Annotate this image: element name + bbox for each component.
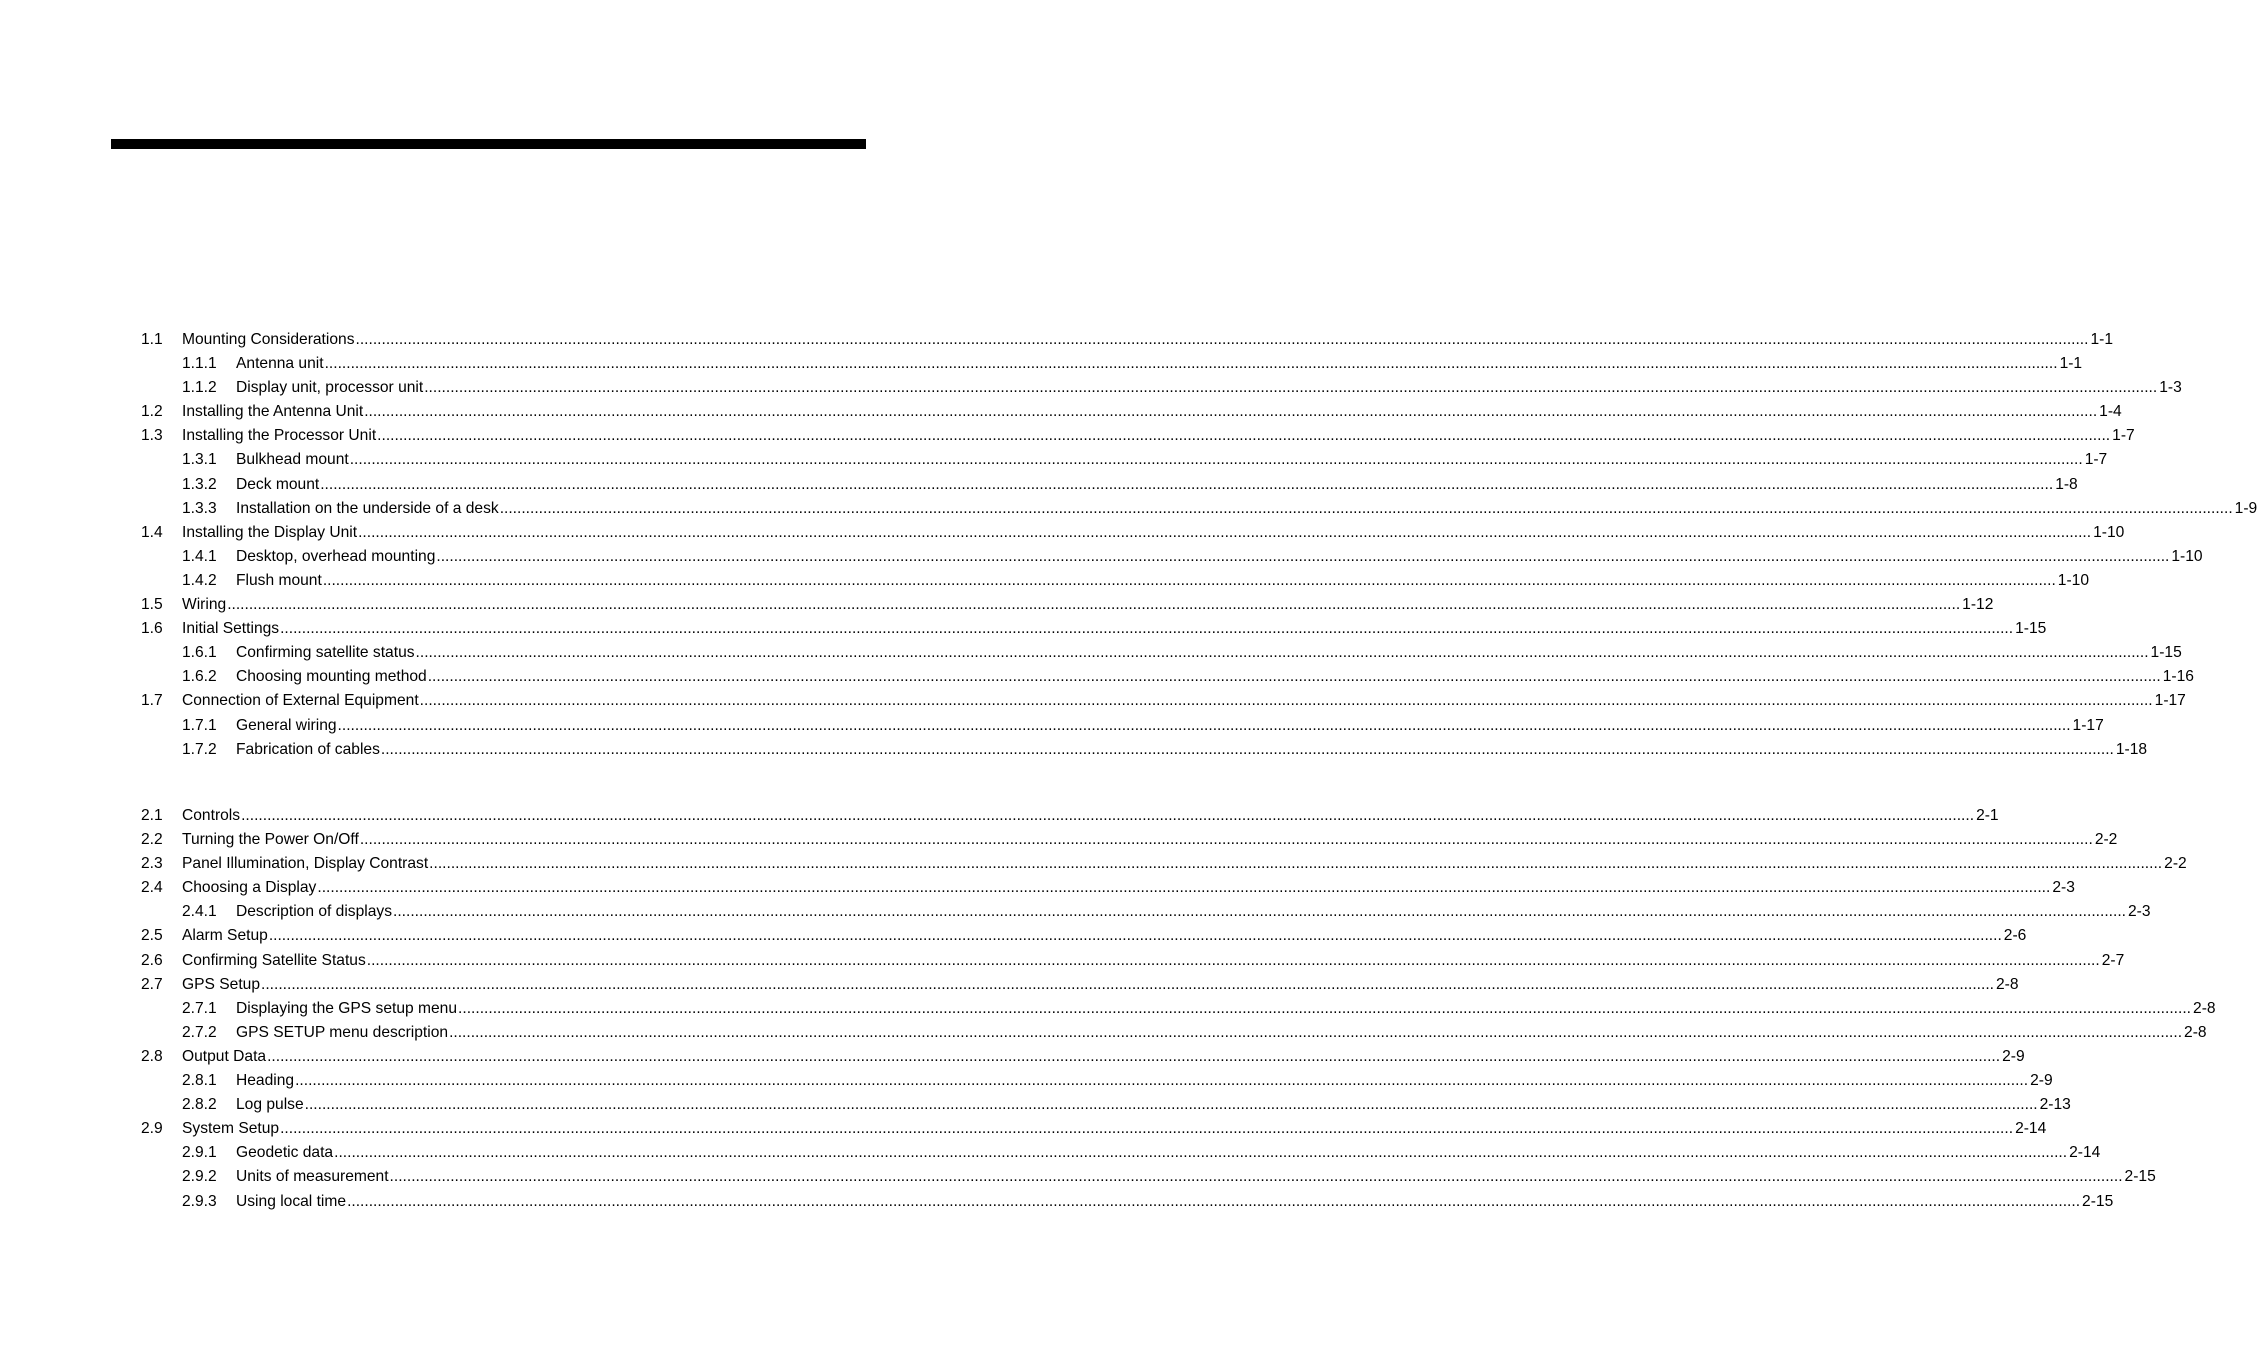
toc-entry-dot-leader: ................................................................................................................................................................................................................................................................................................................................................................................................................ (449, 1023, 2183, 1041)
toc-entry-page: 1-10 (2091, 521, 2124, 545)
toc-entry-dot-leader: ................................................................................................................................................................................................................................................................................................................................................................................................................ (347, 1192, 2081, 1210)
toc-entry-dot-leader: ................................................................................................................................................................................................................................................................................................................................................................................................................ (334, 1144, 2068, 1162)
toc-entry[interactable] (141, 997, 2216, 1021)
toc-entry-page: 2-6 (2002, 924, 2027, 948)
toc-entry-title: Mounting Considerations (182, 328, 356, 352)
toc-entry[interactable] (141, 900, 2151, 924)
toc-entry[interactable] (141, 352, 2083, 376)
toc-entry-number: 1.4 (141, 523, 163, 541)
toc-entry-number: 1.4.2 (182, 571, 217, 589)
toc-entry-title: Connection of External Equipment (182, 689, 420, 713)
toc-entry[interactable] (141, 1165, 2156, 1189)
toc-entry-page: 1-1 (2088, 328, 2113, 352)
toc-entry-page: 2-14 (2013, 1117, 2046, 1141)
toc-entry-number: 2.6 (141, 951, 163, 969)
toc-section-1 (141, 328, 2257, 762)
toc-entry-number: 2.8 (141, 1047, 163, 1065)
toc-entry[interactable] (141, 376, 2182, 400)
toc-entry-number: 2.9.3 (182, 1192, 217, 1210)
toc-entry-page: 2-15 (2123, 1165, 2156, 1189)
toc-entry[interactable] (141, 424, 2135, 448)
toc-entry-leader-line (236, 641, 2182, 665)
toc-entry[interactable] (141, 1117, 2047, 1141)
toc-entry-page: 2-8 (2182, 1021, 2207, 1045)
toc-entry-page: 2-3 (2126, 900, 2151, 924)
toc-entry-dot-leader: ................................................................................................................................................................................................................................................................................................................................................................................................................ (429, 855, 2163, 873)
toc-entry-leader-line (236, 738, 2148, 762)
toc-entry-page: 1-8 (2053, 473, 2078, 497)
toc-entry-title: Wiring (182, 593, 227, 617)
toc-entry-page: 2-1 (1974, 804, 1999, 828)
toc-entry[interactable] (141, 828, 2118, 852)
toc-entry-leader-line (182, 949, 2125, 973)
toc-entry[interactable] (141, 617, 2047, 641)
toc-entry-leader-line (182, 1117, 2047, 1141)
toc-entry-page: 2-15 (2080, 1190, 2113, 1214)
toc-entry[interactable] (141, 689, 2186, 713)
toc-entry-leader-line (182, 424, 2135, 448)
toc-section-2 (141, 804, 2216, 1214)
toc-entry-dot-leader: ................................................................................................................................................................................................................................................................................................................................................................................................................ (349, 451, 2083, 469)
toc-entry-leader-line (236, 448, 2108, 472)
toc-entry-title: Alarm Setup (182, 924, 269, 948)
toc-entry-page: 2-2 (2093, 828, 2118, 852)
toc-entry[interactable] (141, 876, 2075, 900)
toc-entry-dot-leader: ................................................................................................................................................................................................................................................................................................................................................................................................................ (337, 716, 2071, 734)
toc-entry-dot-leader: ................................................................................................................................................................................................................................................................................................................................................................................................................ (389, 1168, 2123, 1186)
header-rule (111, 139, 866, 149)
toc-entry-leader-line (182, 328, 2114, 352)
toc-entry-title: Heading (236, 1069, 295, 1093)
toc-entry-dot-leader: ................................................................................................................................................................................................................................................................................................................................................................................................................ (499, 499, 2233, 517)
toc-entry-title: Choosing mounting method (236, 665, 428, 689)
toc-entry-leader-line (236, 1069, 2053, 1093)
toc-entry-leader-line (236, 665, 2194, 689)
toc-entry-leader-line (236, 1021, 2207, 1045)
toc-entry-number: 1.7.2 (182, 740, 217, 758)
toc-entry-title: System Setup (182, 1117, 280, 1141)
toc-entry-page: 2-8 (2191, 997, 2216, 1021)
toc-entry[interactable] (141, 924, 2027, 948)
toc-entry-title: Deck mount (236, 473, 320, 497)
toc-entry-leader-line (236, 1141, 2101, 1165)
toc-entry-leader-line (236, 352, 2083, 376)
toc-entry-number: 2.9 (141, 1120, 163, 1138)
toc-entry-page: 2-8 (1994, 973, 2019, 997)
toc-entry-leader-line (182, 593, 1994, 617)
toc-entry-number: 1.3.1 (182, 451, 217, 469)
toc-entry[interactable] (141, 593, 1994, 617)
toc-entry[interactable] (141, 714, 2104, 738)
toc-entry-page: 1-9 (2233, 497, 2257, 521)
toc-entry-dot-leader: ................................................................................................................................................................................................................................................................................................................................................................................................................ (241, 807, 1975, 824)
toc-entry-number: 2.8.1 (182, 1072, 217, 1090)
toc-entry-dot-leader: ................................................................................................................................................................................................................................................................................................................................................................................................................ (458, 999, 2192, 1017)
toc-entry-number: 1.3.2 (182, 475, 217, 493)
toc-entry-page: 2-2 (2162, 852, 2187, 876)
toc-entry-title: GPS SETUP menu description (236, 1021, 449, 1045)
toc-entry-page: 2-3 (2050, 876, 2075, 900)
toc-entry-leader-line (236, 714, 2104, 738)
toc-entry-leader-line (236, 497, 2257, 521)
toc-entry-title: Panel Illumination, Display Contrast (182, 852, 429, 876)
toc-entry-dot-leader: ................................................................................................................................................................................................................................................................................................................................................................................................................ (380, 740, 2114, 758)
toc-entry-leader-line (236, 1093, 2071, 1117)
toc-entry-leader-line (182, 689, 2186, 713)
toc-entry-leader-line (182, 521, 2125, 545)
toc-entry-number: 1.7.1 (182, 716, 217, 734)
toc-entry-dot-leader: ................................................................................................................................................................................................................................................................................................................................................................................................................ (268, 927, 2002, 945)
toc-entry-number: 2.1 (141, 807, 163, 824)
toc-entry-title: Description of displays (236, 900, 393, 924)
toc-entry-dot-leader: ................................................................................................................................................................................................................................................................................................................................................................................................................ (261, 975, 1994, 993)
toc-entry-leader-line (182, 1045, 2025, 1069)
toc-entry-dot-leader: ................................................................................................................................................................................................................................................................................................................................................................................................................ (280, 620, 2014, 638)
toc-entry-page: 1-17 (2071, 714, 2104, 738)
toc-entry-number: 1.6.1 (182, 644, 217, 662)
toc-entry[interactable] (141, 545, 2203, 569)
toc-entry[interactable] (141, 804, 1999, 828)
toc-entry-dot-leader: ................................................................................................................................................................................................................................................................................................................................................................................................................ (295, 1072, 2029, 1090)
toc-entry-dot-leader: ................................................................................................................................................................................................................................................................................................................................................................................................................ (415, 644, 2149, 662)
toc-entry-title: Antenna unit (236, 352, 325, 376)
toc-entry[interactable] (141, 569, 2090, 593)
toc-entry-number: 1.1.1 (182, 355, 217, 373)
toc-entry-page: 1-12 (1960, 593, 1993, 617)
toc-entry-dot-leader: ................................................................................................................................................................................................................................................................................................................................................................................................................ (377, 427, 2111, 445)
toc-entry-title: Installation on the underside of a desk (236, 497, 500, 521)
toc-entry-number: 1.5 (141, 596, 163, 614)
toc-entry[interactable] (141, 328, 2114, 352)
toc-entry-number: 1.6 (141, 620, 163, 638)
toc-entry-leader-line (236, 1165, 2156, 1189)
toc-entry-title: Installing the Antenna Unit (182, 400, 364, 424)
toc-entry-leader-line (182, 804, 1999, 828)
toc-entry-dot-leader: ................................................................................................................................................................................................................................................................................................................................................................................................................ (322, 571, 2056, 589)
toc-entry-page: 1-15 (2013, 617, 2046, 641)
toc-entry-number: 2.9.2 (182, 1168, 217, 1186)
toc-entry-page: 1-17 (2153, 689, 2186, 713)
toc-entry[interactable] (141, 1069, 2053, 1093)
toc-entry-number: 2.7.1 (182, 999, 217, 1017)
toc-entry-number: 1.6.2 (182, 668, 217, 686)
toc-entry-number: 1.3 (141, 427, 163, 445)
toc-entry[interactable] (141, 1045, 2025, 1069)
toc-entry[interactable] (141, 641, 2182, 665)
toc-entry[interactable] (141, 1141, 2101, 1165)
toc-entry-dot-leader: ................................................................................................................................................................................................................................................................................................................................................................................................................ (324, 355, 2058, 373)
toc-entry[interactable] (141, 448, 2108, 472)
toc-entry-title: Units of measurement (236, 1165, 390, 1189)
toc-entry-dot-leader: ................................................................................................................................................................................................................................................................................................................................................................................................................ (304, 1096, 2038, 1114)
toc-entry-dot-leader: ................................................................................................................................................................................................................................................................................................................................................................................................................ (267, 1047, 2001, 1065)
toc-entry-title: Displaying the GPS setup menu (236, 997, 458, 1021)
toc-entry-number: 2.7.2 (182, 1023, 217, 1041)
toc-entry-dot-leader: ................................................................................................................................................................................................................................................................................................................................................................................................................ (393, 903, 2126, 921)
toc-entry-number: 1.7 (141, 692, 163, 710)
toc-entry-leader-line (236, 545, 2203, 569)
toc-entry[interactable] (141, 1190, 2114, 1214)
toc-entry-page: 1-16 (2161, 665, 2194, 689)
toc-entry-title: Turning the Power On/Off (182, 828, 360, 852)
toc-entry-number: 2.7 (141, 975, 163, 993)
toc-entry[interactable] (141, 852, 2187, 876)
toc-entry-title: Installing the Processor Unit (182, 424, 377, 448)
toc-entry-page: 1-10 (2169, 545, 2202, 569)
toc-entry-title: Flush mount (236, 569, 323, 593)
toc-entry-dot-leader: ................................................................................................................................................................................................................................................................................................................................................................................................................ (355, 331, 2089, 348)
toc-entry-title: Using local time (236, 1190, 347, 1214)
toc-entry-dot-leader: ................................................................................................................................................................................................................................................................................................................................................................................................................ (359, 831, 2093, 849)
toc-entry-title: Choosing a Display (182, 876, 317, 900)
toc-entry-dot-leader: ................................................................................................................................................................................................................................................................................................................................................................................................................ (280, 1120, 2014, 1138)
toc-entry-page: 1-7 (2083, 448, 2108, 472)
toc-entry-title: Display unit, processor unit (236, 376, 424, 400)
toc-entry-number: 1.4.1 (182, 547, 217, 565)
toc-entry-number: 2.4 (141, 879, 163, 897)
toc-entry-leader-line (236, 1190, 2114, 1214)
toc-entry-title: GPS Setup (182, 973, 261, 997)
toc-entry-title: Output Data (182, 1045, 267, 1069)
toc-entry-page: 2-9 (2028, 1069, 2053, 1093)
toc-entry[interactable] (141, 497, 2257, 521)
toc-entry-leader-line (182, 852, 2187, 876)
toc-entry-page: 2-14 (2067, 1141, 2100, 1165)
toc-entry-dot-leader: ................................................................................................................................................................................................................................................................................................................................................................................................................ (364, 403, 2098, 421)
toc-entry-dot-leader: ................................................................................................................................................................................................................................................................................................................................................................................................................ (320, 475, 2054, 493)
toc-entry-title: Bulkhead mount (236, 448, 350, 472)
toc-entry-dot-leader: ................................................................................................................................................................................................................................................................................................................................................................................................................ (366, 951, 2100, 969)
toc-entry-title: Geodetic data (236, 1141, 334, 1165)
toc-entry[interactable] (141, 400, 2122, 424)
toc-entry-number: 1.3.3 (182, 499, 217, 517)
toc-entry-title: Confirming Satellite Status (182, 949, 367, 973)
toc-entry-dot-leader: ................................................................................................................................................................................................................................................................................................................................................................................................................ (436, 547, 2170, 565)
toc-entry-page: 2-7 (2100, 949, 2125, 973)
toc-entry-dot-leader: ................................................................................................................................................................................................................................................................................................................................................................................................................ (358, 523, 2092, 541)
toc-entry-number: 1.1 (141, 331, 163, 348)
toc-entry-page: 1-3 (2157, 376, 2182, 400)
toc-entry-page: 2-13 (2038, 1093, 2071, 1117)
toc-entry-dot-leader: ................................................................................................................................................................................................................................................................................................................................................................................................................ (424, 379, 2158, 397)
toc-entry[interactable] (141, 949, 2125, 973)
toc-entry-dot-leader: ................................................................................................................................................................................................................................................................................................................................................................................................................ (317, 879, 2051, 897)
toc-entry[interactable] (141, 1021, 2207, 1045)
toc-entry-number: 2.3 (141, 855, 163, 873)
toc-entry-leader-line (182, 400, 2122, 424)
toc-entry-leader-line (182, 617, 2047, 641)
toc-entry-page: 1-1 (2058, 352, 2083, 376)
toc-entry-leader-line (182, 828, 2118, 852)
toc-entry-page: 1-7 (2110, 424, 2135, 448)
toc-entry-page: 1-10 (2056, 569, 2089, 593)
toc-entry[interactable] (141, 738, 2148, 762)
toc-entry-title: General wiring (236, 714, 338, 738)
toc-entry-leader-line (182, 973, 2019, 997)
toc-entry-leader-line (182, 876, 2075, 900)
toc-entry-title: Desktop, overhead mounting (236, 545, 436, 569)
toc-entry-title: Controls (182, 804, 241, 828)
toc-entry-page: 1-15 (2149, 641, 2182, 665)
toc-entry-number: 2.5 (141, 927, 163, 945)
toc-entry-number: 2.8.2 (182, 1096, 217, 1114)
toc-entry-number: 2.9.1 (182, 1144, 217, 1162)
toc-entry-number: 2.2 (141, 831, 163, 849)
toc-entry-leader-line (182, 924, 2027, 948)
toc-entry[interactable] (141, 473, 2078, 497)
toc-entry[interactable] (141, 1093, 2071, 1117)
toc-entry-dot-leader: ................................................................................................................................................................................................................................................................................................................................................................................................................ (227, 596, 1961, 614)
toc-entry-title: Initial Settings (182, 617, 280, 641)
toc-entry-title: Installing the Display Unit (182, 521, 358, 545)
toc-entry[interactable] (141, 973, 2019, 997)
toc-entry-page: 1-4 (2097, 400, 2122, 424)
toc-entry[interactable] (141, 521, 2125, 545)
toc-entry-number: 1.1.2 (182, 379, 217, 397)
toc-entry-page: 1-18 (2114, 738, 2147, 762)
toc-entry-page: 2-9 (2000, 1045, 2025, 1069)
toc-entry-number: 1.2 (141, 403, 163, 421)
toc-entry[interactable] (141, 665, 2194, 689)
toc-entry-leader-line (236, 569, 2090, 593)
toc-entry-title: Fabrication of cables (236, 738, 381, 762)
toc-entry-dot-leader: ................................................................................................................................................................................................................................................................................................................................................................................................................ (427, 668, 2161, 686)
toc-entry-leader-line (236, 376, 2182, 400)
toc-entry-title: Confirming satellite status (236, 641, 416, 665)
toc-entry-dot-leader: ................................................................................................................................................................................................................................................................................................................................................................................................................ (419, 692, 2153, 710)
toc-entry-number: 2.4.1 (182, 903, 217, 921)
toc-entry-leader-line (236, 473, 2078, 497)
toc-entry-leader-line (236, 997, 2216, 1021)
toc-entry-title: Log pulse (236, 1093, 305, 1117)
toc-entry-leader-line (236, 900, 2151, 924)
